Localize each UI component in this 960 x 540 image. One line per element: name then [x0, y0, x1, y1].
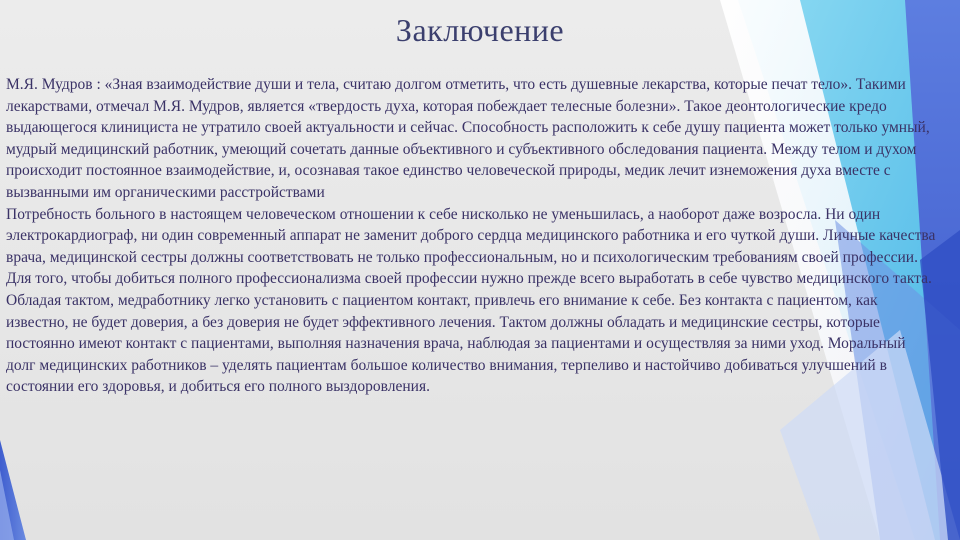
- paragraph-mudrov-quote: М.Я. Мудров : «Зная взаимодействие души и тела, считаю долгом отметить, что есть душевные лекарства, которые печат тело». Такими лекарствами, отмечал М.Я. Мудров, является «твердость духа, которая побеждает телесные болезни». Такое деонтологические кредо выдающегося клинициста не утратило своей актуальности и сейчас. Способность расположить к себе душу пациента может только умный, мудрый медицинский работник, умеющий сочетать данные объективного и субъективного обследования пациента. Между телом и духом происходит постоянное взаимодействие, и, осознавая такое единство человеческой природы, медик лечит изнеможения духа вместе с вызванными им органическими расстройствами: [6, 76, 930, 201]
- slide-title: Заключение: [395, 12, 565, 48]
- slide-body: [6, 74, 936, 398]
- paragraph-patient-needs: Потребность больного в настоящем человеческом отношении к себе нисколько не уменьшилась, а наоборот даже возросла. Ни один электрокардиограф, ни один современный аппарат не заменит доброго сердца медицинского работника и его чуткой души. Личные качества врача, медицинской сестры должны соответствовать не только профессиональным, но и психологическим требованиям своей профессии. Для того, чтобы добиться полного профессионализма своей профессии нужно прежде всего выработать в себе чувство медицинского такта. Обладая тактом, медработнику легко установить с пациентом контакт, привлечь его внимание к себе. Без контакта с пациентом, как известно, не будет доверия, а без доверия не будет эффективного лечения. Тактом должны обладать и медицинские сестры, которые постоянно имеют контакт с пациентами, выполняя назначения врача, наблюдая за пациентами и осуществляя за ними уход. Моральный долг медицинских работников – уделять пациентам большое количество внимания, терпеливо и настойчиво добиваться улучшений в состоянии его здоровья, и добиться его полного выздоровления.: [6, 205, 936, 396]
